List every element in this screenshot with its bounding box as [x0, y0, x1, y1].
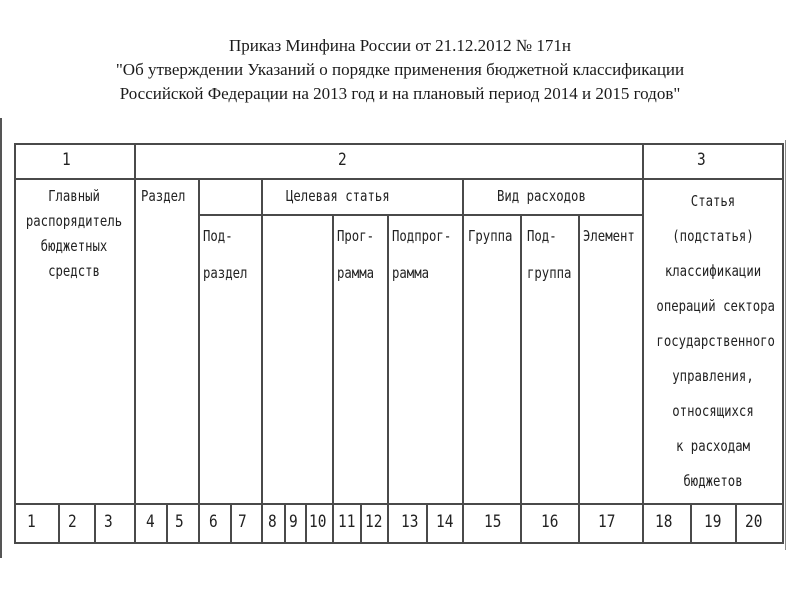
header-glavny-line: бюджетных: [40, 237, 108, 255]
header-statya-line: классификации: [664, 262, 762, 280]
header-statya-line: Статья: [690, 192, 736, 210]
header-glavny-line: распорядитель: [25, 212, 123, 230]
column-number: 14: [436, 512, 454, 532]
num-divider: [360, 503, 362, 544]
header-glavny-line: Главный: [48, 187, 100, 205]
column-number: 1: [27, 512, 36, 532]
column-number: 11: [338, 512, 356, 532]
column-number: 2: [68, 512, 77, 532]
header-statya-line: операций сектора: [656, 297, 775, 315]
num-divider: [230, 503, 232, 544]
header-podprogramma-1: Подпрог-: [392, 227, 452, 245]
col-divider-podprogramma: [387, 214, 389, 544]
num-divider: [735, 503, 737, 544]
header-statya-line: к расходам: [675, 437, 751, 455]
column-number: 18: [655, 512, 673, 532]
table-border-bottom: [14, 542, 784, 544]
header-element: Элемент: [583, 227, 635, 245]
num-divider: [166, 503, 168, 544]
header-podrazdel-2: раздел: [203, 264, 248, 282]
column-number: 17: [598, 512, 616, 532]
num-divider: [94, 503, 96, 544]
num-divider: [426, 503, 428, 544]
column-number: 3: [104, 512, 113, 532]
header-podrazdel-1: Под-: [203, 227, 233, 245]
column-number: 16: [541, 512, 559, 532]
group-divider-2: [642, 143, 644, 544]
header-razdel: Раздел: [141, 187, 186, 205]
header-vid-rashodov: Вид расходов: [497, 187, 586, 205]
header-statya-line: государственного: [656, 332, 775, 350]
group-divider-1: [134, 143, 136, 544]
document-title-line-3: Российской Федерации на 2013 год и на плановый период 2014 и 2015 годов": [119, 84, 681, 103]
num-divider: [58, 503, 60, 544]
column-number: 13: [401, 512, 419, 532]
table-rule-group-header: [14, 178, 784, 180]
column-number: 12: [365, 512, 383, 532]
header-celevaya-statya: Целевая статья: [286, 187, 390, 205]
col-divider-razdel: [198, 178, 200, 544]
col-divider-celevaya: [261, 178, 263, 544]
header-statya-line: бюджетов: [683, 472, 743, 490]
header-statya-line: (подстатья): [672, 227, 754, 245]
col-divider-podgruppa: [520, 214, 522, 544]
group-header-3: 3: [697, 150, 706, 170]
header-podprogramma-2: рамма: [392, 264, 430, 282]
header-gruppa: Группа: [468, 227, 513, 245]
column-number: 6: [209, 512, 218, 532]
num-divider: [305, 503, 307, 544]
header-podgruppa-2: группа: [527, 264, 572, 282]
document-title-line-2: "Об утверждении Указаний о порядке применения бюджетной классификации: [115, 60, 685, 79]
column-number: 5: [175, 512, 184, 532]
header-glavny-line: средств: [48, 262, 100, 280]
header-podgruppa-1: Под-: [527, 227, 557, 245]
header-glavny-raspor: [25, 184, 123, 283]
column-number: 19: [704, 512, 722, 532]
column-number: 7: [238, 512, 247, 532]
header-statya-kosgu: [656, 184, 775, 499]
group-header-2: 2: [338, 150, 347, 170]
num-divider: [690, 503, 692, 544]
column-number: 4: [146, 512, 155, 532]
header-statya-line: относящихся: [672, 402, 754, 420]
table-border-left: [14, 143, 16, 544]
column-number: 15: [484, 512, 502, 532]
header-statya-line: управления,: [672, 367, 754, 385]
column-number: 9: [289, 512, 298, 532]
group-header-1: 1: [62, 150, 71, 170]
column-number: 10: [309, 512, 327, 532]
col-divider-element: [578, 214, 580, 544]
num-divider: [284, 503, 286, 544]
col-divider-vid: [462, 178, 464, 544]
header-programma-1: Прог-: [337, 227, 375, 245]
col-divider-programma: [332, 214, 334, 544]
column-number: 8: [268, 512, 277, 532]
column-number: 20: [745, 512, 763, 532]
table-border-right: [782, 143, 784, 544]
header-programma-2: рамма: [337, 264, 375, 282]
table-border-top: [14, 143, 784, 145]
document-title-line-1: Приказ Минфина России от 21.12.2012 № 171н: [229, 36, 571, 55]
table-rule-numbers: [14, 503, 784, 505]
